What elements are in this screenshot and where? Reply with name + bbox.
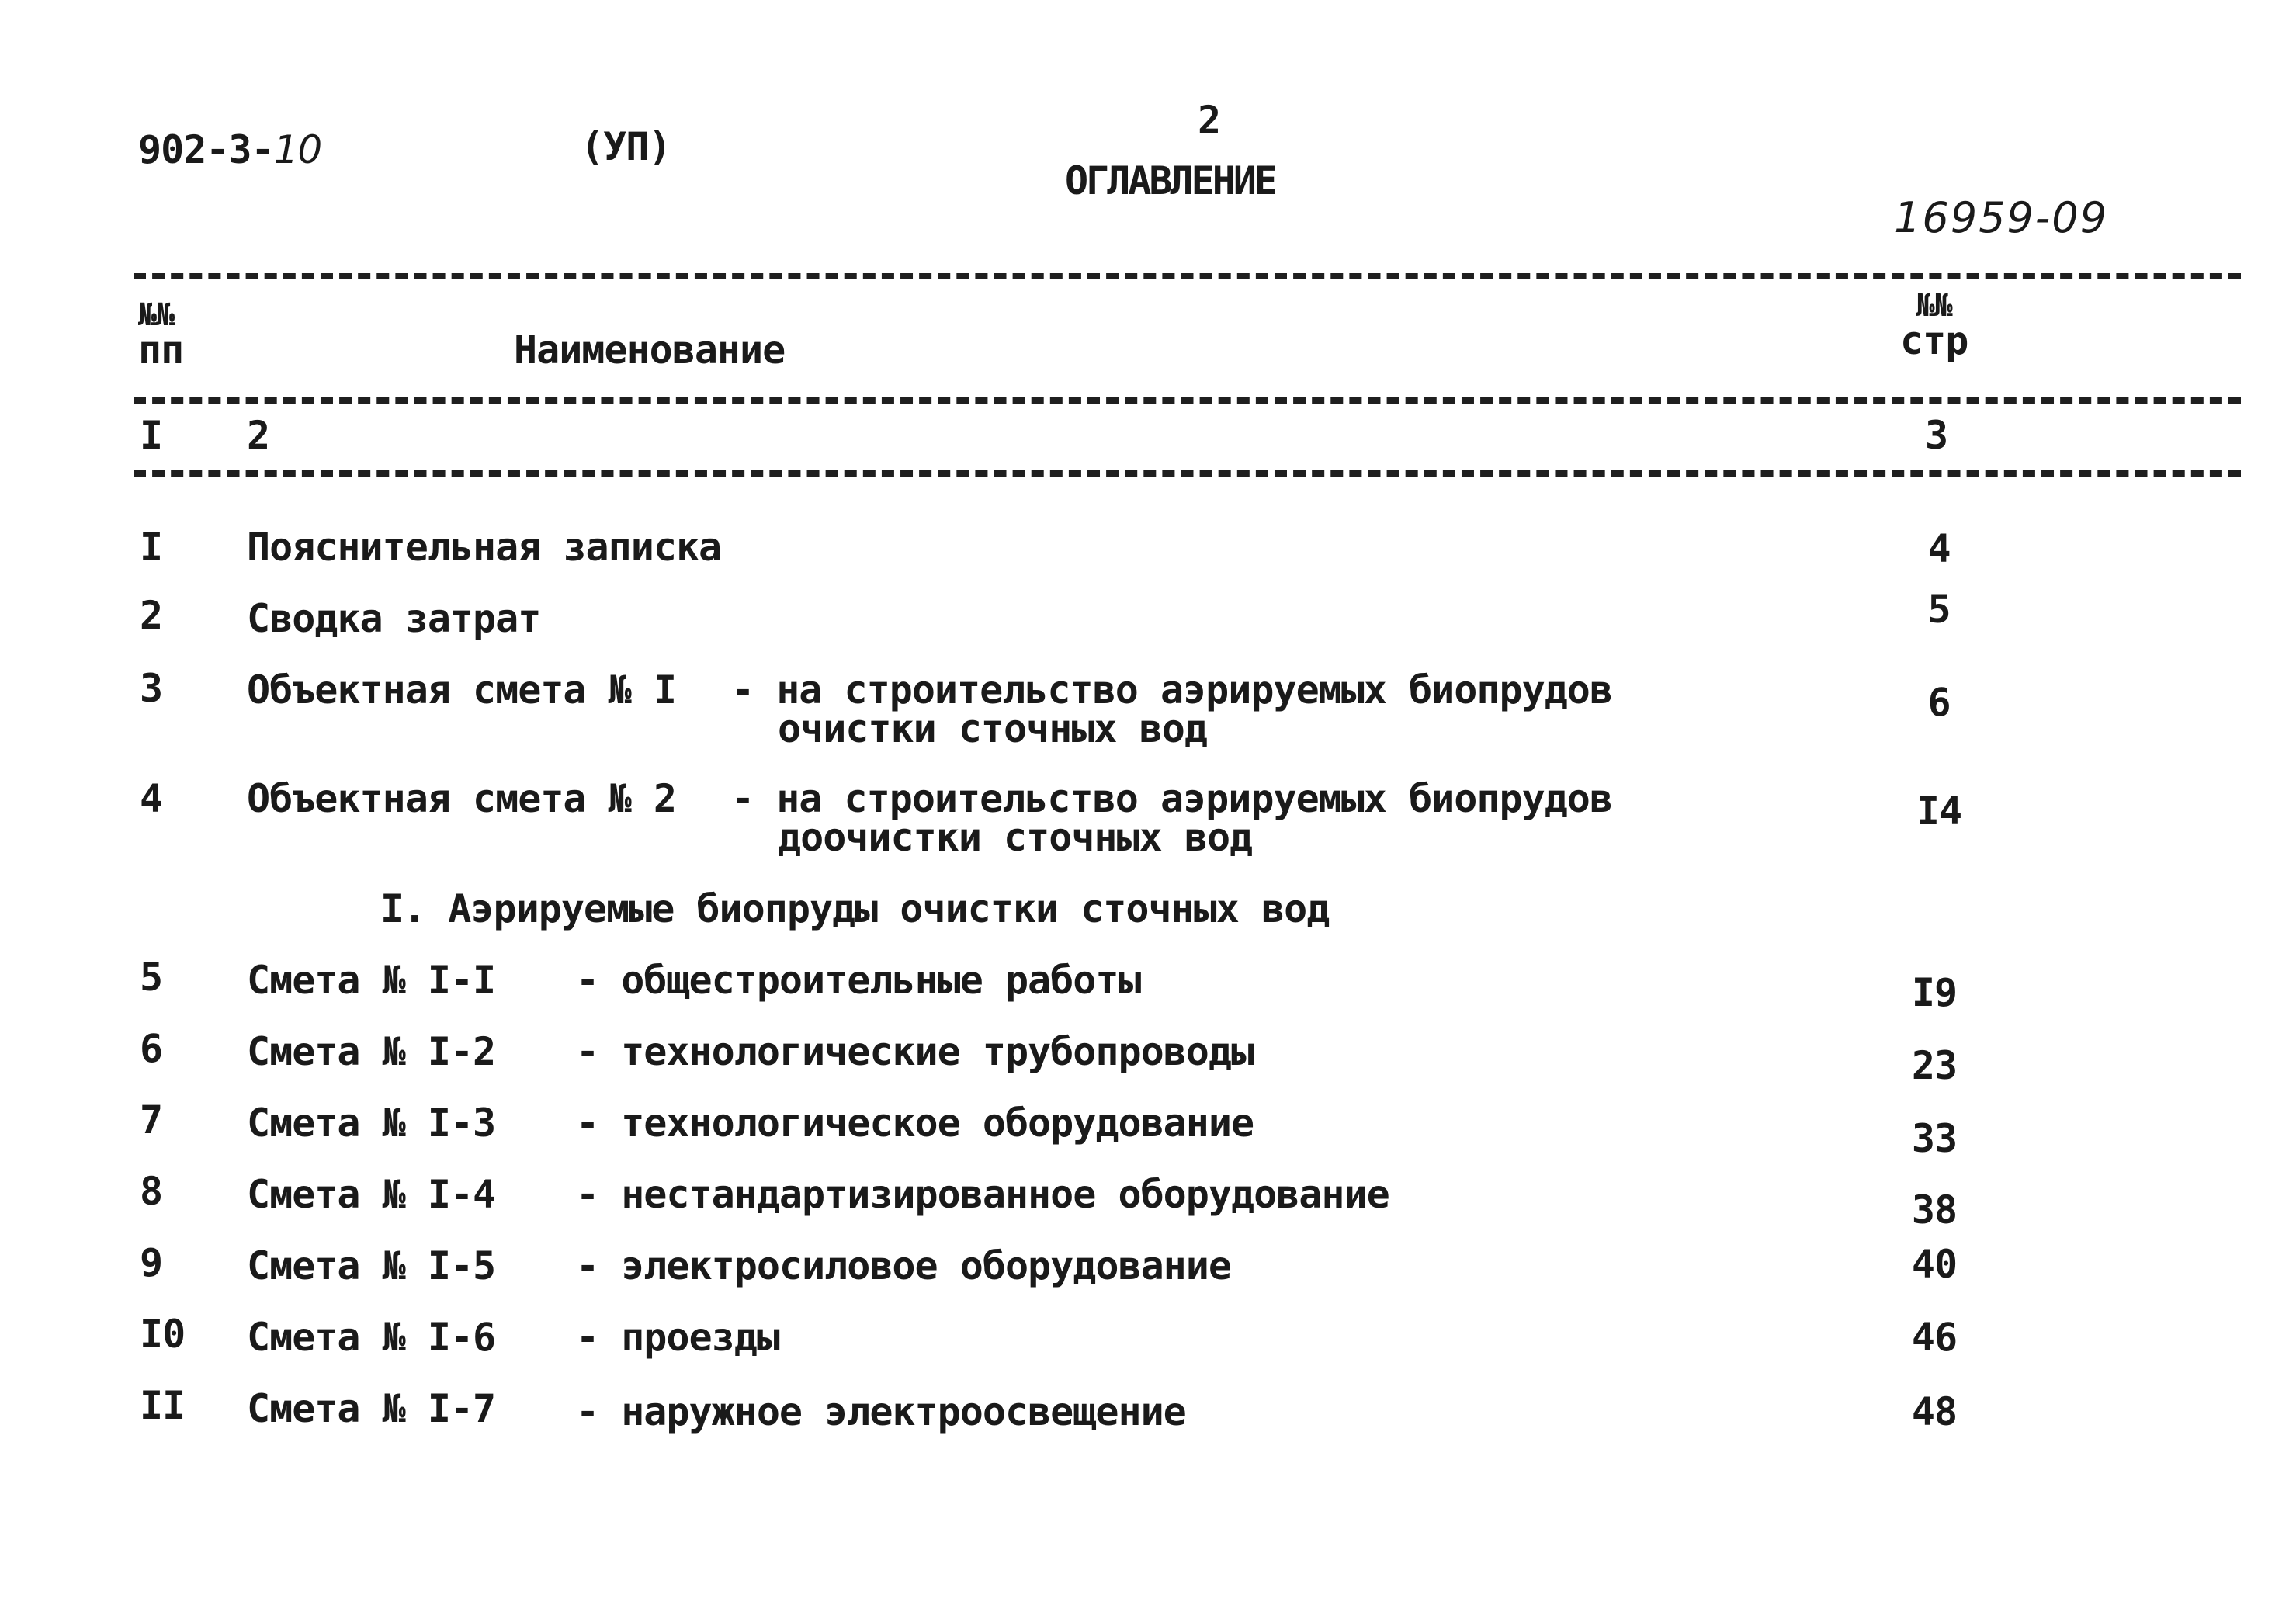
column-header-number-line2: пп bbox=[138, 328, 184, 373]
row-number: 9 bbox=[140, 1240, 163, 1285]
row-page: 40 bbox=[1911, 1242, 1958, 1287]
row-number: 6 bbox=[140, 1026, 163, 1071]
row-page: I4 bbox=[1916, 789, 1962, 834]
row-description: - электросиловое оборудование bbox=[576, 1243, 1231, 1288]
row-description-line1: - на строительство аэрируемых биопрудов bbox=[731, 667, 1612, 712]
row-page: 46 bbox=[1911, 1315, 1958, 1360]
archive-number: 16959-09 bbox=[1894, 193, 2108, 242]
row-name: Объектная смета № I bbox=[247, 667, 676, 712]
row-page: 6 bbox=[1927, 680, 1951, 725]
row-number: I0 bbox=[140, 1312, 186, 1357]
page-title: ОГЛАВЛЕНИЕ bbox=[1065, 158, 1276, 203]
row-description-line2: доочистки сточных вод bbox=[778, 815, 1253, 860]
row-name: Смета № I-7 bbox=[247, 1386, 496, 1431]
row-number: 8 bbox=[140, 1169, 163, 1214]
row-description-line2: очистки сточных вод bbox=[778, 706, 1207, 751]
row-number: 7 bbox=[140, 1097, 163, 1142]
row-description: - технологическое оборудование bbox=[576, 1101, 1254, 1146]
row-page: 48 bbox=[1911, 1389, 1958, 1434]
row-description: - нестандартизированное оборудование bbox=[576, 1172, 1389, 1217]
row-description: - технологические трубопроводы bbox=[576, 1029, 1254, 1074]
row-name: Смета № I-6 bbox=[247, 1315, 496, 1360]
row-page: 5 bbox=[1927, 587, 1951, 632]
row-page: 4 bbox=[1927, 526, 1951, 571]
row-number: 2 bbox=[140, 593, 163, 638]
column-number-1: I bbox=[140, 413, 163, 458]
row-name: Пояснительная записка bbox=[247, 525, 722, 570]
column-header-name: Наименование bbox=[514, 328, 786, 373]
row-number: 5 bbox=[140, 955, 163, 1000]
row-number: 3 bbox=[140, 666, 163, 711]
row-page: 38 bbox=[1911, 1187, 1958, 1232]
row-number: I bbox=[140, 525, 163, 570]
document-code bbox=[138, 127, 322, 172]
row-name: Объектная смета № 2 bbox=[247, 776, 676, 821]
row-page: I9 bbox=[1911, 970, 1958, 1015]
table-columns-rule bbox=[134, 470, 2241, 477]
column-number-2: 2 bbox=[247, 413, 270, 458]
row-description: - общестроительные работы bbox=[576, 958, 1141, 1003]
row-name: Смета № I-3 bbox=[247, 1101, 496, 1146]
table-header-rule bbox=[134, 397, 2241, 404]
volume-label: (УП) bbox=[581, 124, 671, 169]
table-top-rule bbox=[134, 273, 2241, 279]
column-header-number bbox=[138, 297, 184, 373]
row-description: - проезды bbox=[576, 1315, 779, 1360]
column-header-number-line1: №№ bbox=[138, 297, 175, 333]
row-name: Смета № I-2 bbox=[247, 1029, 496, 1074]
row-description-line1: - на строительство аэрируемых биопрудов bbox=[731, 776, 1612, 821]
row-name: Смета № I-I bbox=[247, 958, 496, 1003]
row-name: Смета № I-5 bbox=[247, 1243, 496, 1288]
column-header-page bbox=[1900, 288, 1968, 363]
column-number-3: 3 bbox=[1925, 413, 1948, 458]
row-number: 4 bbox=[140, 776, 163, 821]
section-title: I. Аэрируемые биопруды очистки сточных вод bbox=[380, 886, 1330, 931]
row-number: II bbox=[140, 1383, 186, 1428]
row-page: 23 bbox=[1911, 1043, 1958, 1088]
row-page: 33 bbox=[1911, 1116, 1958, 1161]
row-description: - наружное электроосвещение bbox=[576, 1389, 1186, 1434]
document-code-handwritten: 10 bbox=[273, 127, 322, 172]
document-code-printed: 902-3- bbox=[138, 127, 274, 172]
column-header-page-line2: стр bbox=[1900, 318, 1968, 363]
column-header-page-line1: №№ bbox=[1916, 288, 1952, 324]
row-name: Смета № I-4 bbox=[247, 1172, 496, 1217]
page-number: 2 bbox=[1198, 98, 1221, 143]
row-name: Сводка затрат bbox=[247, 596, 541, 641]
